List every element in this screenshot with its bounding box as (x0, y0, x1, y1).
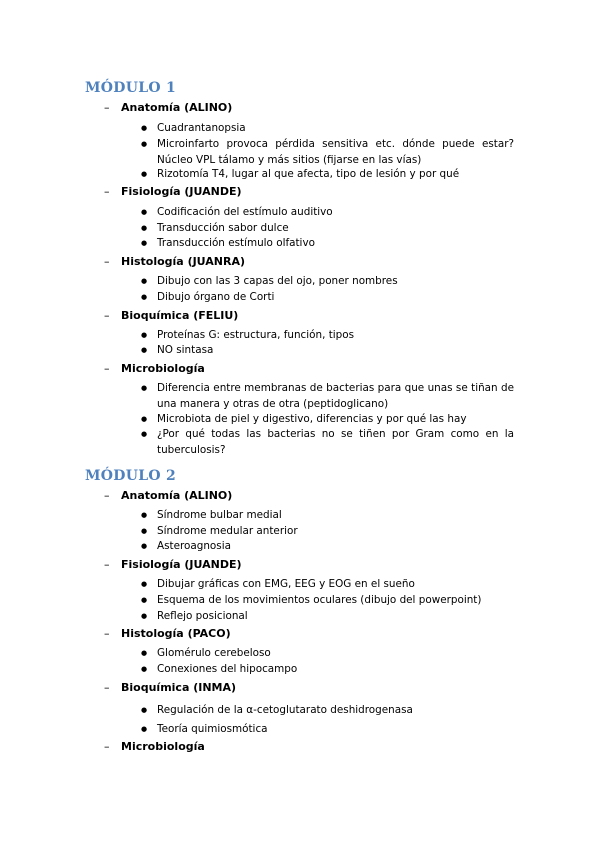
bullet-icon: ● (141, 415, 148, 423)
list-item (141, 722, 514, 738)
dash-marker: – (104, 681, 110, 694)
bullet-icon: ● (141, 596, 148, 604)
list-item (141, 703, 514, 719)
list-item (141, 381, 514, 412)
list-item-text: Síndrome bulbar medial (157, 509, 282, 521)
list-item (141, 328, 514, 344)
list-item-text: Dibujo con las 3 capas del ojo, poner nombres (157, 275, 398, 287)
bullet-icon: ● (141, 277, 148, 285)
list-item (141, 524, 514, 540)
list-item (141, 539, 514, 555)
list-item (141, 427, 514, 458)
list-item-text: Conexiones del hipocampo (157, 663, 298, 675)
list-item (141, 167, 514, 183)
list-item-text: Regulación de la α-cetoglutarato deshidrogenasa (157, 704, 413, 716)
bullet-icon: ● (141, 649, 148, 657)
subject-heading (104, 255, 245, 268)
list-item-text: Teoría quimiosmótica (157, 723, 268, 735)
bullet-icon: ● (141, 208, 148, 216)
list-item-text: Codificación del estímulo auditivo (157, 206, 333, 218)
dash-marker: – (104, 362, 110, 375)
bullet-icon: ● (141, 725, 148, 733)
bullet-icon: ● (141, 612, 148, 620)
bullet-icon: ● (141, 527, 148, 535)
subject-name: Bioquímica (FELIU) (121, 309, 239, 322)
list-item (141, 121, 514, 137)
subject-heading (104, 740, 205, 753)
list-item (141, 662, 514, 678)
bullet-icon: ● (141, 293, 148, 301)
list-item-text: Microinfarto provoca pérdida sensitiva etc. dónde puede estar? Núcleo VPL tálamo y más sitios (fijarse en las vías) (157, 138, 514, 166)
bullet-icon: ● (141, 580, 148, 588)
subject-heading (104, 558, 242, 571)
bullet-icon: ● (141, 124, 148, 132)
bullet-icon: ● (141, 706, 148, 714)
subject-heading (104, 185, 242, 198)
list-item (141, 236, 514, 252)
dash-marker: – (104, 627, 110, 640)
subject-name: Bioquímica (INMA) (121, 681, 237, 694)
bullet-icon: ● (141, 665, 148, 673)
list-item-text: Glomérulo cerebeloso (157, 647, 271, 659)
list-item (141, 137, 514, 168)
list-item (141, 609, 514, 625)
list-item-text: Dibujo órgano de Corti (157, 291, 275, 303)
list-item (141, 205, 514, 221)
list-item (141, 290, 514, 306)
subject-heading (104, 627, 231, 640)
bullet-icon: ● (141, 511, 148, 519)
list-item-text: Transducción estímulo olfativo (157, 237, 315, 249)
list-item-text: Rizotomía T4, lugar al que afecta, tipo de lesión y por qué (157, 168, 460, 180)
list-item-text: Esquema de los movimientos oculares (dibujo del powerpoint) (157, 594, 482, 606)
bullet-icon: ● (141, 384, 148, 392)
subject-name: Microbiología (121, 740, 205, 753)
bullet-icon: ● (141, 239, 148, 247)
list-item (141, 221, 514, 237)
list-item-text: Dibujar gráficas con EMG, EEG y EOG en el sueño (157, 578, 415, 590)
module-title: MÓDULO 2 (85, 468, 177, 484)
list-item (141, 412, 514, 428)
subject-heading (104, 101, 232, 114)
bullet-icon: ● (141, 170, 148, 178)
list-item (141, 508, 514, 524)
dash-marker: – (104, 558, 110, 571)
list-item-text: Síndrome medular anterior (157, 525, 298, 537)
subject-heading (104, 489, 232, 502)
list-item-text: NO sintasa (157, 344, 214, 356)
list-item-text: Reflejo posicional (157, 610, 248, 622)
list-item-text: Transducción sabor dulce (157, 222, 289, 234)
subject-name: Histología (PACO) (121, 627, 231, 640)
list-item (141, 274, 514, 290)
subject-heading (104, 681, 236, 694)
subject-name: Microbiología (121, 362, 205, 375)
dash-marker: – (104, 101, 110, 114)
subject-heading (104, 309, 238, 322)
list-item-text: Cuadrantanopsia (157, 122, 246, 134)
dash-marker: – (104, 309, 110, 322)
bullet-icon: ● (141, 140, 148, 148)
bullet-icon: ● (141, 224, 148, 232)
dash-marker: – (104, 489, 110, 502)
bullet-icon: ● (141, 346, 148, 354)
list-item-text: Diferencia entre membranas de bacterias para que unas se tiñan de una manera y otras de otra (peptidoglicano) (157, 382, 514, 410)
subject-name: Histología (JUANRA) (121, 255, 246, 268)
list-item (141, 343, 514, 359)
list-item (141, 593, 514, 609)
bullet-icon: ● (141, 542, 148, 550)
list-item (141, 646, 514, 662)
list-item-text: ¿Por qué todas las bacterias no se tiñen por Gram como en la tuberculosis? (157, 428, 514, 456)
list-item-text: Microbiota de piel y digestivo, diferencias y por qué las hay (157, 413, 467, 425)
subject-name: Anatomía (ALINO) (121, 101, 233, 114)
list-item-text: Asteroagnosia (157, 540, 231, 552)
dash-marker: – (104, 255, 110, 268)
dash-marker: – (104, 185, 110, 198)
subject-name: Fisiología (JUANDE) (121, 558, 242, 571)
module-title: MÓDULO 1 (85, 80, 177, 96)
subject-name: Fisiología (JUANDE) (121, 185, 242, 198)
dash-marker: – (104, 740, 110, 753)
list-item-text: Proteínas G: estructura, función, tipos (157, 329, 355, 341)
subject-name: Anatomía (ALINO) (121, 489, 233, 502)
list-item (141, 577, 514, 593)
bullet-icon: ● (141, 430, 148, 438)
subject-heading (104, 362, 205, 375)
bullet-icon: ● (141, 331, 148, 339)
